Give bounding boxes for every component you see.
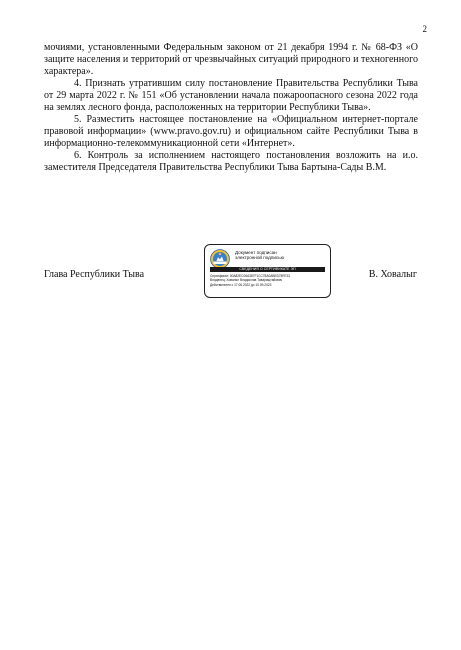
paragraph-continuation: мочиями, установленными Федеральным законом от 21 декабря 1994 г. № 68-ФЗ «О защите населения и территорий от чрезвычайных ситуаций природного и техногенного характера». (44, 42, 418, 77)
stamp-certificate-header: СВЕДЕНИЯ О СЕРТИФИКАТЕ ЭП (210, 267, 325, 272)
electronic-signature-stamp (204, 244, 331, 298)
stamp-owner: Владелец: Ховалыг Владислав Товарищтайович (210, 278, 283, 283)
paragraph-4: 4. Признать утратившим силу постановление Правительства Республики Тыва от 29 марта 2022 г. № 151 «Об установлении начала пожароопасного сезона 2022 года на землях лесного фонда, расположенных на территории Республики Тыва». (44, 78, 418, 113)
stamp-details (210, 274, 290, 287)
tuva-emblem-icon (210, 249, 230, 269)
page-number: 2 (422, 24, 427, 34)
paragraph-5: 5. Разместить настоящее постановление на «Официальном интернет-портале правовой информации» (www.pravo.gov.ru) и официальном сайте Республики Тыва в информационно-телекоммуникационной сети «Интернет». (44, 114, 418, 149)
stamp-title-line: электронной подписью (235, 255, 285, 261)
stamp-title-line: Документ подписан (235, 250, 277, 255)
stamp-validity: Действителен с 17.06.2022 до 10.09.2023 (210, 282, 272, 287)
signatory-name: В. Ховалыг (368, 269, 417, 280)
paragraph-6: 6. Контроль за исполнением настоящего постановления возложить на и.о. заместителя Председателя Правительства Республики Тыва Бартына-Сады В.М. (44, 150, 418, 173)
stamp-title (235, 250, 284, 261)
stamp-certificate-number: Сертификат: 00A82EC06A387F1CC78A0ABED78FE33 (210, 274, 291, 278)
document-body (44, 42, 418, 174)
signatory-position: Глава Республики Тыва (44, 269, 145, 280)
